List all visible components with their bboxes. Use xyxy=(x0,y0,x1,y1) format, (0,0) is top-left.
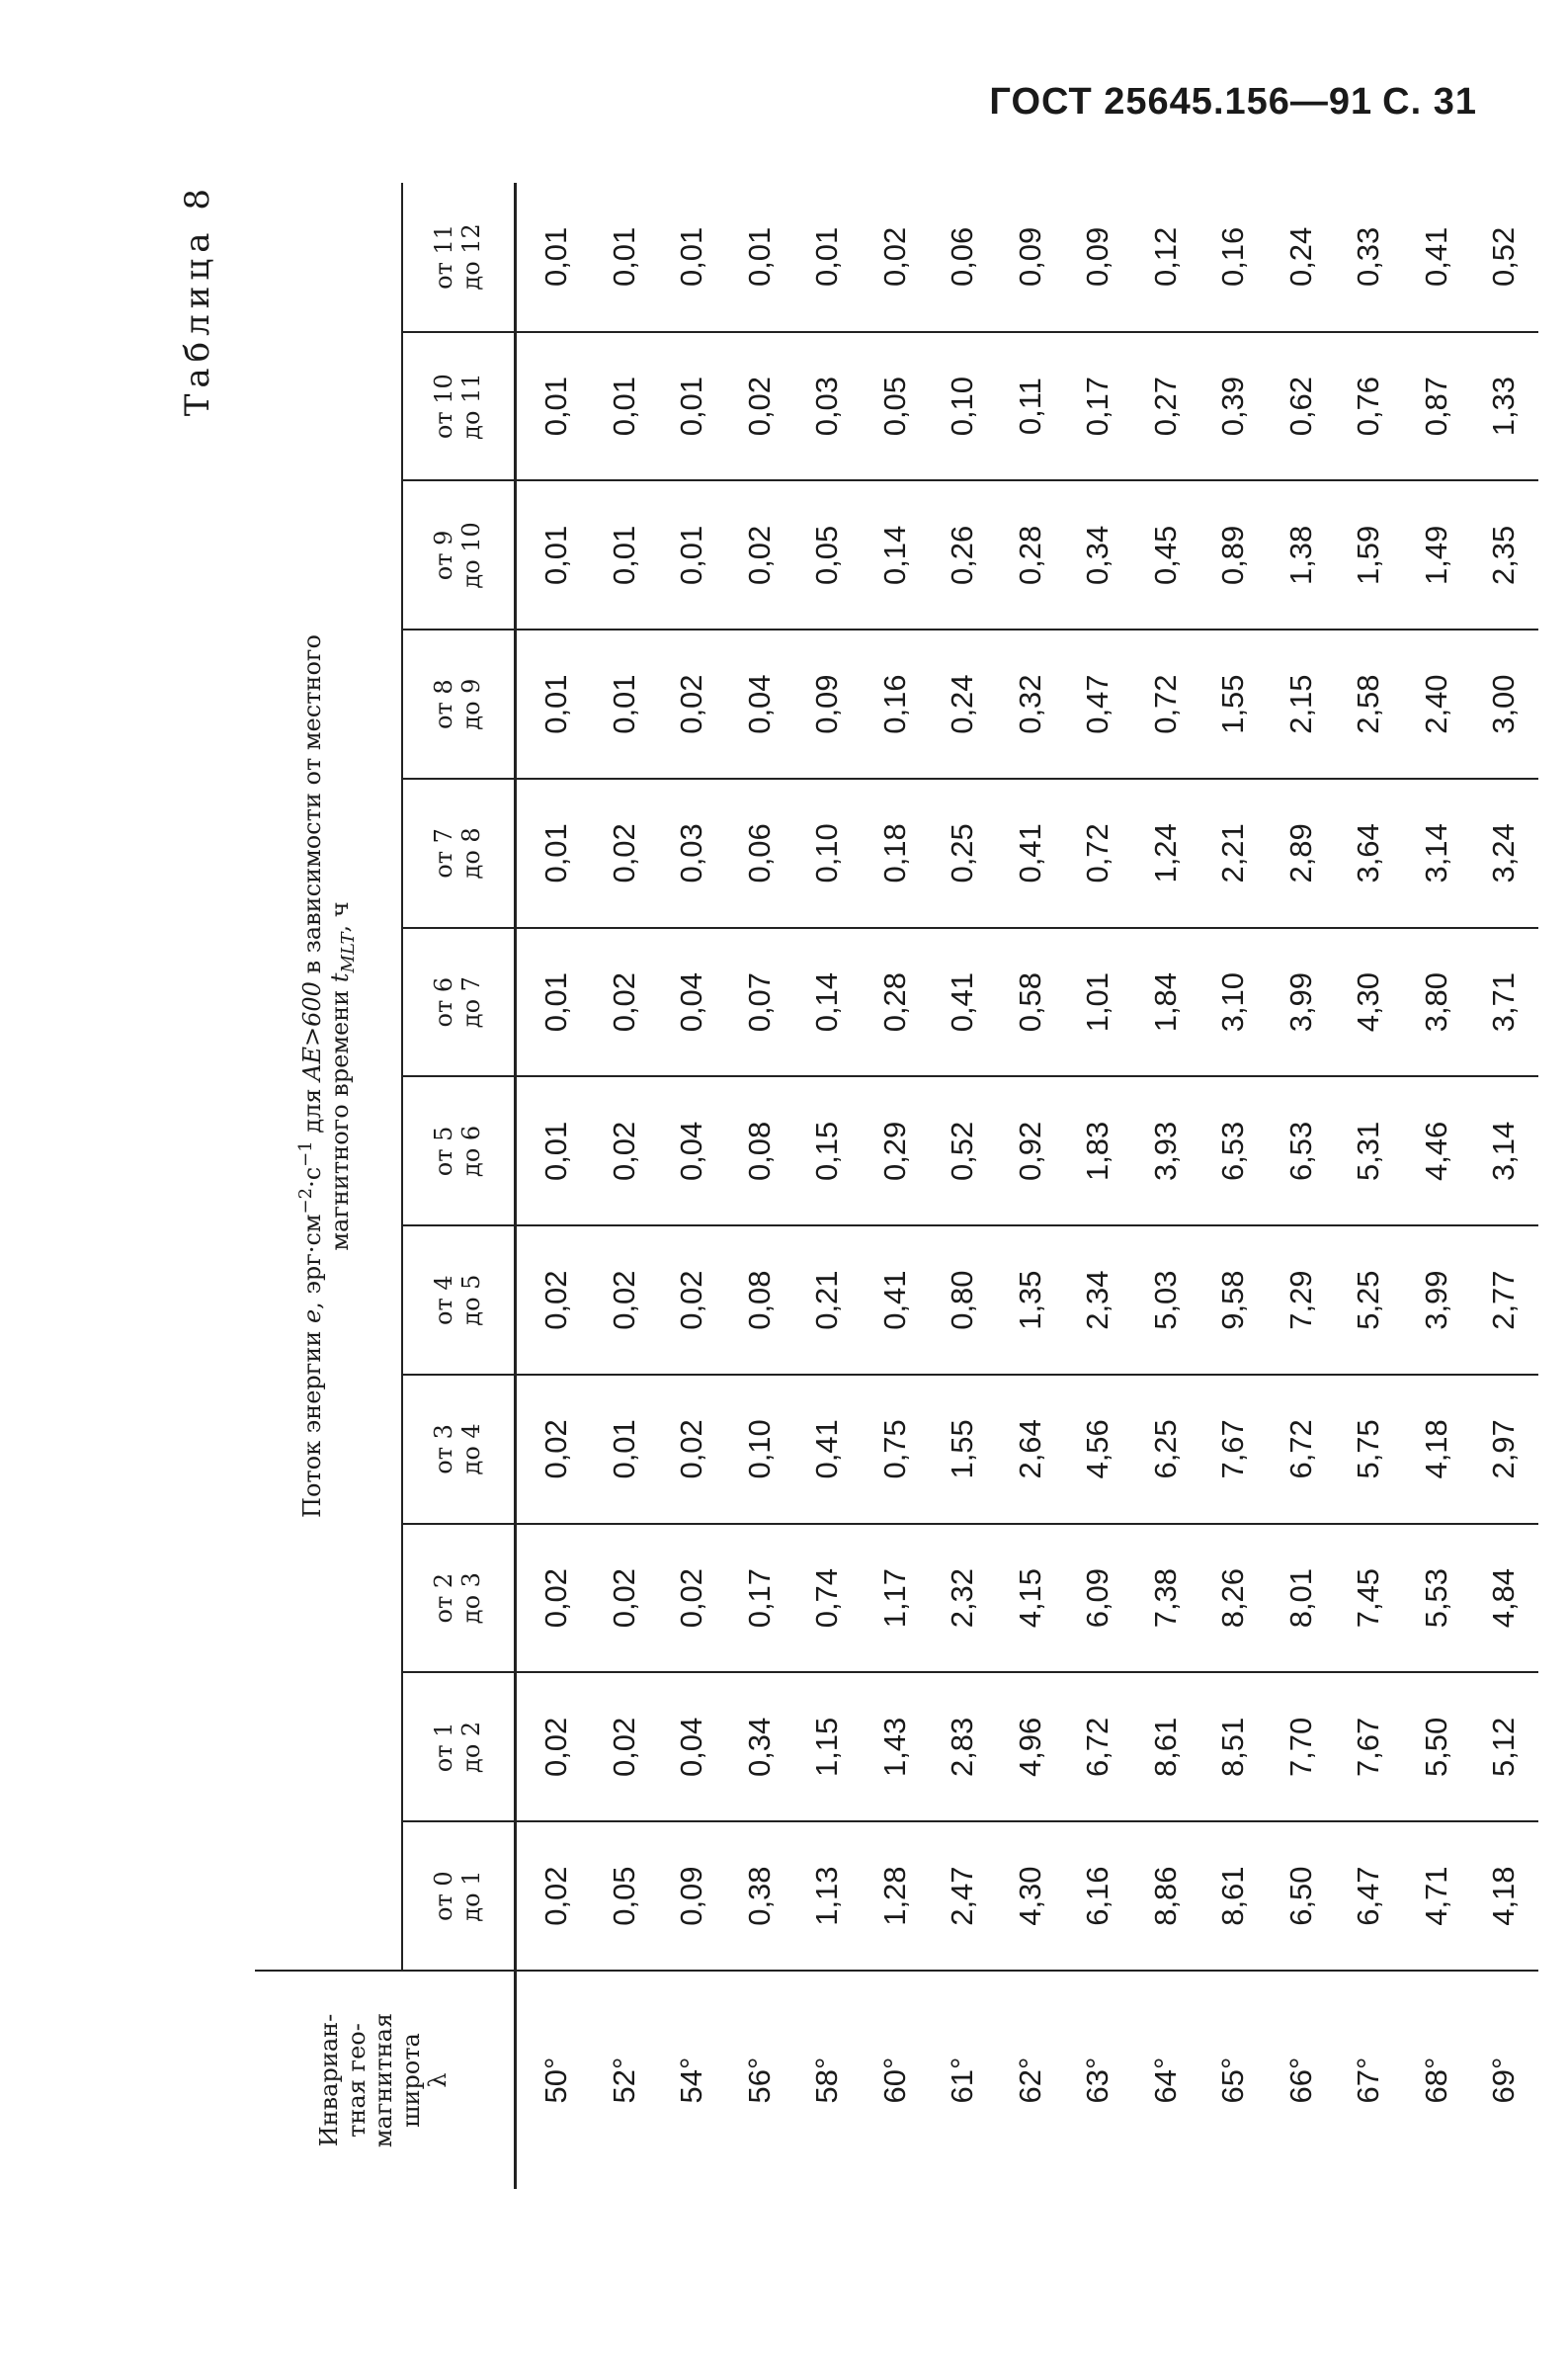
value-cell: 3,99 xyxy=(1403,1225,1471,1375)
value-cell: 0,21 xyxy=(793,1225,862,1375)
rotated-table-block xyxy=(178,183,1522,2189)
value-cell: 4,46 xyxy=(1403,1077,1471,1226)
value-cell: 9,58 xyxy=(1199,1225,1268,1375)
value-cell: 0,76 xyxy=(1335,332,1403,481)
column-header: от 1 до 2 xyxy=(402,1673,516,1822)
value-cell: 0,05 xyxy=(793,481,862,631)
table-row xyxy=(1403,183,1471,2189)
table-row xyxy=(1064,183,1132,2189)
latitude-cell: 67° xyxy=(1335,1971,1403,2189)
value-cell: 0,02 xyxy=(516,1524,591,1673)
value-cell: 0,02 xyxy=(726,481,794,631)
value-cell: 7,67 xyxy=(1335,1673,1403,1822)
value-cell: 0,01 xyxy=(591,481,659,631)
value-cell: 1,83 xyxy=(1064,1077,1132,1226)
value-cell: 1,43 xyxy=(862,1673,930,1822)
value-cell: 1,28 xyxy=(862,1821,930,1971)
table-caption: Таблица 8 xyxy=(178,183,217,417)
value-cell: 0,02 xyxy=(726,332,794,481)
column-header: от 9 до 10 xyxy=(402,481,516,631)
value-cell: 1,49 xyxy=(1403,481,1471,631)
energy-flux-table xyxy=(255,183,1538,2189)
latitude-cell: 66° xyxy=(1268,1971,1336,2189)
latitude-cell: 69° xyxy=(1470,1971,1538,2189)
column-header-row xyxy=(402,183,516,2189)
value-cell: 6,53 xyxy=(1268,1077,1336,1226)
column-header: от 6 до 7 xyxy=(402,928,516,1077)
value-cell: 4,15 xyxy=(997,1524,1065,1673)
column-header: от 5 до 6 xyxy=(402,1077,516,1226)
value-cell: 5,53 xyxy=(1403,1524,1471,1673)
value-cell: 0,10 xyxy=(929,332,997,481)
value-cell: 0,09 xyxy=(1080,226,1115,288)
latitude-cell: 54° xyxy=(658,1971,726,2189)
value-cell: 3,00 xyxy=(1470,630,1538,779)
value-cell: 0,25 xyxy=(929,779,997,928)
value-cell: 0,41 xyxy=(793,1375,862,1524)
value-cell: 3,14 xyxy=(1403,779,1471,928)
value-cell: 0,02 xyxy=(591,1225,659,1375)
table-row xyxy=(726,183,794,2189)
value-cell: 0,08 xyxy=(726,1077,794,1226)
value-cell: 3,14 xyxy=(1470,1077,1538,1226)
value-cell: 0,24 xyxy=(929,630,997,779)
value-cell: 0,03 xyxy=(658,779,726,928)
value-cell: 6,53 xyxy=(1199,1077,1268,1226)
value-cell: 2,32 xyxy=(929,1524,997,1673)
value-cell: 4,96 xyxy=(997,1673,1065,1822)
page-number: С. 31 xyxy=(1382,81,1477,123)
value-cell: 0,02 xyxy=(658,1375,726,1524)
value-cell: 0,33 xyxy=(1351,226,1386,288)
table-row xyxy=(1335,183,1403,2189)
value-cell: 0,26 xyxy=(929,481,997,631)
value-cell: 0,01 xyxy=(741,226,777,288)
latitude-cell: 58° xyxy=(793,1971,862,2189)
latitude-cell: 68° xyxy=(1403,1971,1471,2189)
value-cell: 0,15 xyxy=(793,1077,862,1226)
value-cell: 8,01 xyxy=(1268,1524,1336,1673)
value-cell: 1,13 xyxy=(793,1821,862,1971)
value-cell: 0,12 xyxy=(1147,226,1183,288)
table-row xyxy=(862,183,930,2189)
value-cell: 8,61 xyxy=(1132,1673,1200,1822)
value-cell: 3,99 xyxy=(1268,928,1336,1077)
value-cell: 3,64 xyxy=(1335,779,1403,928)
standard-number: ГОСТ 25645.156—91 xyxy=(989,81,1373,123)
value-cell: 0,08 xyxy=(726,1225,794,1375)
value-cell: 0,74 xyxy=(793,1524,862,1673)
table-row xyxy=(1470,183,1538,2189)
value-cell: 0,18 xyxy=(862,779,930,928)
value-cell: 7,70 xyxy=(1268,1673,1336,1822)
value-cell: 0,14 xyxy=(793,928,862,1077)
value-cell: 4,56 xyxy=(1064,1375,1132,1524)
column-header: от 11 до 12 xyxy=(402,183,516,332)
value-cell: 0,01 xyxy=(538,226,574,288)
table-row xyxy=(591,183,659,2189)
value-cell: 0,01 xyxy=(591,1375,659,1524)
value-cell: 0,28 xyxy=(862,928,930,1077)
value-cell: 0,34 xyxy=(1064,481,1132,631)
value-cell: 2,77 xyxy=(1470,1225,1538,1375)
value-cell: 0,01 xyxy=(591,630,659,779)
value-cell: 5,50 xyxy=(1403,1673,1471,1822)
column-header: от 7 до 8 xyxy=(402,779,516,928)
value-cell: 1,01 xyxy=(1064,928,1132,1077)
value-cell: 0,02 xyxy=(658,1225,726,1375)
value-cell: 3,10 xyxy=(1199,928,1268,1077)
value-cell: 8,61 xyxy=(1199,1821,1268,1971)
value-cell: 0,80 xyxy=(929,1225,997,1375)
value-cell: 0,32 xyxy=(997,630,1065,779)
table-row xyxy=(1132,183,1200,2189)
value-cell: 0,01 xyxy=(516,630,591,779)
value-cell: 2,15 xyxy=(1268,630,1336,779)
value-cell: 0,04 xyxy=(658,928,726,1077)
value-cell: 3,80 xyxy=(1403,928,1471,1077)
table-row xyxy=(793,183,862,2189)
value-cell: 6,72 xyxy=(1064,1673,1132,1822)
value-cell: 0,41 xyxy=(929,928,997,1077)
value-cell: 1,84 xyxy=(1132,928,1200,1077)
value-cell: 0,52 xyxy=(1486,226,1522,288)
value-cell: 1,35 xyxy=(997,1225,1065,1375)
value-cell: 0,34 xyxy=(726,1673,794,1822)
table-row xyxy=(1199,183,1268,2189)
value-cell: 0,01 xyxy=(516,481,591,631)
value-cell: 1,17 xyxy=(862,1524,930,1673)
column-header: от 10 до 11 xyxy=(402,332,516,481)
value-cell: 3,93 xyxy=(1132,1077,1200,1226)
latitude-cell: 60° xyxy=(862,1971,930,2189)
value-cell: 0,02 xyxy=(591,1673,659,1822)
value-cell: 0,39 xyxy=(1199,332,1268,481)
value-cell: 0,45 xyxy=(1132,481,1200,631)
value-cell: 0,10 xyxy=(726,1375,794,1524)
value-cell: 7,45 xyxy=(1335,1524,1403,1673)
value-cell: 8,51 xyxy=(1199,1673,1268,1822)
value-cell: 2,47 xyxy=(929,1821,997,1971)
value-cell: 2,58 xyxy=(1335,630,1403,779)
value-cell: 7,67 xyxy=(1199,1375,1268,1524)
table-row xyxy=(997,183,1065,2189)
value-cell: 8,86 xyxy=(1132,1821,1200,1971)
value-cell: 0,28 xyxy=(997,481,1065,631)
value-cell: 0,01 xyxy=(516,928,591,1077)
value-cell: 6,16 xyxy=(1064,1821,1132,1971)
column-header: от 0 до 1 xyxy=(402,1821,516,1971)
value-cell: 0,06 xyxy=(945,226,980,288)
value-cell: 0,72 xyxy=(1132,630,1200,779)
value-cell: 0,09 xyxy=(658,1821,726,1971)
value-cell: 0,87 xyxy=(1403,332,1471,481)
value-cell: 0,01 xyxy=(658,481,726,631)
value-cell: 0,02 xyxy=(591,779,659,928)
latitude-cell: 63° xyxy=(1064,1971,1132,2189)
value-cell: 1,55 xyxy=(1199,630,1268,779)
column-header: от 3 до 4 xyxy=(402,1375,516,1524)
value-cell: 3,71 xyxy=(1470,928,1538,1077)
value-cell: 0,01 xyxy=(516,332,591,481)
value-cell: 0,01 xyxy=(658,332,726,481)
value-cell: 0,62 xyxy=(1268,332,1336,481)
value-cell: 8,26 xyxy=(1199,1524,1268,1673)
value-cell: 0,02 xyxy=(516,1821,591,1971)
value-cell: 0,16 xyxy=(862,630,930,779)
column-header: от 2 до 3 xyxy=(402,1524,516,1673)
value-cell: 0,72 xyxy=(1064,779,1132,928)
value-cell: 0,58 xyxy=(997,928,1065,1077)
value-cell: 6,47 xyxy=(1335,1821,1403,1971)
value-cell: 5,25 xyxy=(1335,1225,1403,1375)
value-cell: 5,12 xyxy=(1470,1673,1538,1822)
value-cell: 2,97 xyxy=(1470,1375,1538,1524)
value-cell: 0,89 xyxy=(1199,481,1268,631)
value-cell: 0,02 xyxy=(516,1225,591,1375)
value-cell: 2,34 xyxy=(1064,1225,1132,1375)
value-cell: 0,01 xyxy=(591,332,659,481)
value-cell: 2,21 xyxy=(1199,779,1268,928)
value-cell: 7,29 xyxy=(1268,1225,1336,1375)
value-cell: 3,24 xyxy=(1470,779,1538,928)
value-cell: 0,01 xyxy=(606,226,641,288)
value-cell: 2,89 xyxy=(1268,779,1336,928)
value-cell: 0,07 xyxy=(726,928,794,1077)
value-cell: 0,04 xyxy=(726,630,794,779)
energy-flux-group-header: Поток энергии e, $эрг\cdot см^{-2}\cdot с^{-1}$ для AE>600 в зависимости от местного магнитного времени $t_{MLT}$, ч xyxy=(255,183,402,1971)
value-cell: 0,02 xyxy=(591,1524,659,1673)
value-cell: 0,02 xyxy=(591,1077,659,1226)
value-cell: 5,31 xyxy=(1335,1077,1403,1226)
table-body xyxy=(516,183,1538,2189)
value-cell: 0,17 xyxy=(726,1524,794,1673)
latitude-cell: 64° xyxy=(1132,1971,1200,2189)
latitude-cell: 56° xyxy=(726,1971,794,2189)
value-cell: 0,01 xyxy=(516,1077,591,1226)
table-row xyxy=(929,183,997,2189)
table-row xyxy=(516,183,591,2189)
value-cell: 4,71 xyxy=(1403,1821,1471,1971)
value-cell: 0,11 xyxy=(997,332,1065,481)
value-cell: 0,29 xyxy=(862,1077,930,1226)
column-header: от 4 до 5 xyxy=(402,1225,516,1375)
value-cell: 0,06 xyxy=(726,779,794,928)
value-cell: 6,09 xyxy=(1064,1524,1132,1673)
latitude-cell: 65° xyxy=(1199,1971,1268,2189)
value-cell: 5,75 xyxy=(1335,1375,1403,1524)
value-cell: 0,02 xyxy=(516,1375,591,1524)
value-cell: 0,16 xyxy=(1215,226,1251,288)
value-cell: 0,02 xyxy=(516,1673,591,1822)
value-cell: 4,30 xyxy=(1335,928,1403,1077)
value-cell: 1,38 xyxy=(1268,481,1336,631)
value-cell: 5,03 xyxy=(1132,1225,1200,1375)
value-cell: 0,04 xyxy=(658,1673,726,1822)
value-cell: 0,41 xyxy=(862,1225,930,1375)
value-cell: 2,35 xyxy=(1470,481,1538,631)
value-cell: 6,50 xyxy=(1268,1821,1336,1971)
value-cell: 0,17 xyxy=(1064,332,1132,481)
value-cell: 1,59 xyxy=(1335,481,1403,631)
value-cell: 6,72 xyxy=(1268,1375,1336,1524)
value-cell: 4,84 xyxy=(1470,1524,1538,1673)
value-cell: 1,15 xyxy=(793,1673,862,1822)
value-cell: 0,09 xyxy=(793,630,862,779)
value-cell: 0,10 xyxy=(793,779,862,928)
value-cell: 0,47 xyxy=(1064,630,1132,779)
value-cell: 0,01 xyxy=(809,226,845,288)
table-row xyxy=(1268,183,1336,2189)
value-cell: 0,24 xyxy=(1282,226,1318,288)
value-cell: 0,27 xyxy=(1132,332,1200,481)
value-cell: 1,33 xyxy=(1470,332,1538,481)
value-cell: 0,92 xyxy=(997,1077,1065,1226)
value-cell: 2,83 xyxy=(929,1673,997,1822)
value-cell: 2,64 xyxy=(997,1375,1065,1524)
value-cell: 0,14 xyxy=(862,481,930,631)
value-cell: 0,01 xyxy=(516,779,591,928)
value-cell: 6,25 xyxy=(1132,1375,1200,1524)
value-cell: 0,05 xyxy=(862,332,930,481)
value-cell: 4,30 xyxy=(997,1821,1065,1971)
value-cell: 0,02 xyxy=(658,1524,726,1673)
value-cell: 0,52 xyxy=(929,1077,997,1226)
latitude-header: Инвариан- тная гео- магнитная широта λ xyxy=(255,1971,516,2189)
value-cell: 1,24 xyxy=(1132,779,1200,928)
table-row xyxy=(658,183,726,2189)
value-cell: 4,18 xyxy=(1470,1821,1538,1971)
latitude-cell: 61° xyxy=(929,1971,997,2189)
latitude-cell: 52° xyxy=(591,1971,659,2189)
value-cell: 0,09 xyxy=(1012,226,1047,288)
value-cell: 0,04 xyxy=(658,1077,726,1226)
value-cell: 0,03 xyxy=(793,332,862,481)
column-header: от 8 до 9 xyxy=(402,630,516,779)
value-cell: 0,05 xyxy=(591,1821,659,1971)
value-cell: 0,02 xyxy=(591,928,659,1077)
value-cell: 2,40 xyxy=(1403,630,1471,779)
value-cell: 0,41 xyxy=(1418,226,1453,288)
value-cell: 1,55 xyxy=(929,1375,997,1524)
value-cell: 0,75 xyxy=(862,1375,930,1524)
latitude-cell: 50° xyxy=(516,1971,591,2189)
page-header xyxy=(989,81,1477,124)
value-cell: 0,01 xyxy=(674,226,709,288)
latitude-cell: 62° xyxy=(997,1971,1065,2189)
value-cell: 0,02 xyxy=(658,630,726,779)
value-cell: 0,41 xyxy=(997,779,1065,928)
value-cell: 0,02 xyxy=(876,226,912,288)
value-cell: 0,38 xyxy=(726,1821,794,1971)
value-cell: 4,18 xyxy=(1403,1375,1471,1524)
value-cell: 7,38 xyxy=(1132,1524,1200,1673)
